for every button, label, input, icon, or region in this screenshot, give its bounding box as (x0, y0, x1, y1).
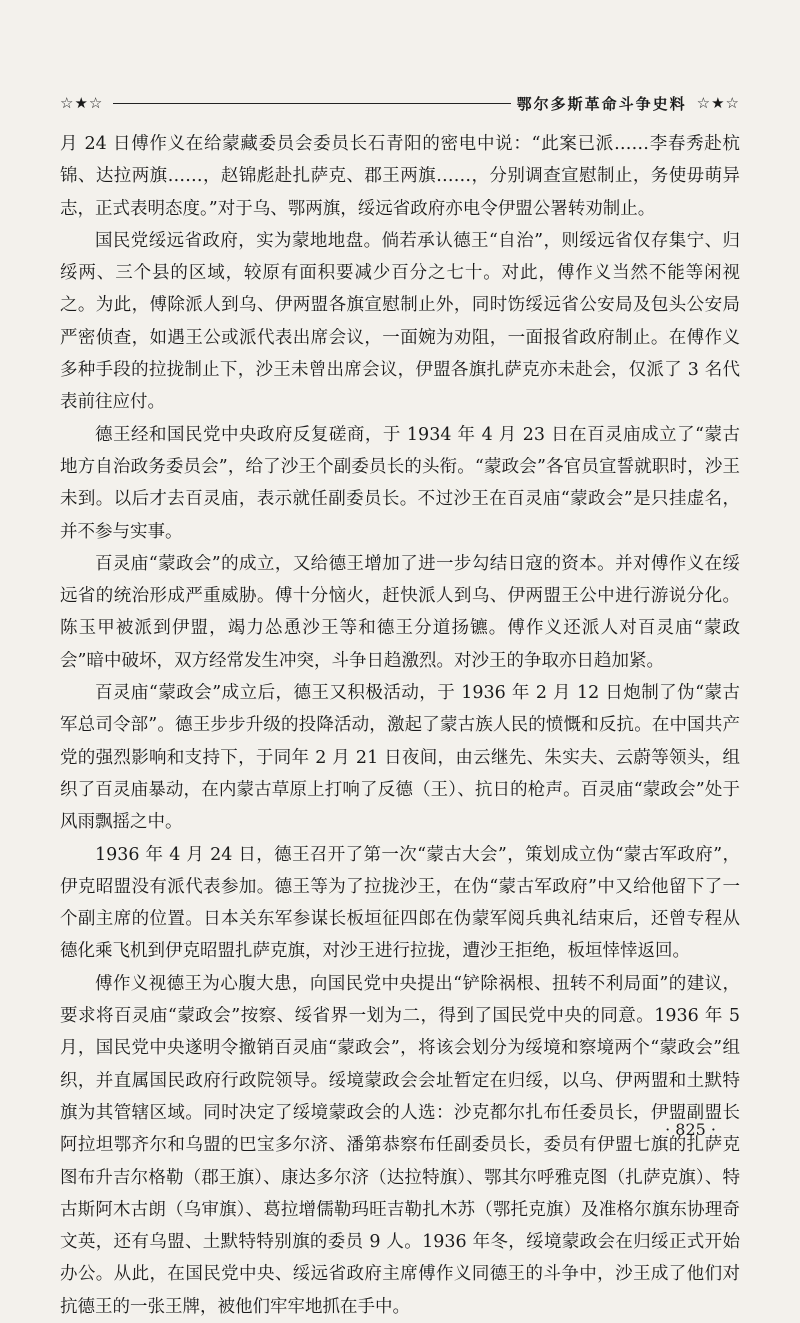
paragraph: 德王经和国民党中央政府反复磋商，于 1934 年 4 月 23 日在百灵庙成立了“蒙古地方自治政务委员会”，给了沙王个副委员长的头衔。“蒙政会”各官员宣誓就职时，沙王未到。以后才去百灵庙，表示就任副委员长。不过沙王在百灵庙“蒙政会”是只挂虚名，并不参与实事。 (60, 424, 740, 542)
header-rule (113, 103, 510, 104)
page-number: · 825 · (665, 1120, 716, 1139)
paragraph: 1936 年 4 月 24 日，德王召开了第一次“蒙古大会”，策划成立伪“蒙古军政府”，伊克昭盟没有派代表参加。德王等为了拉拢沙王，在伪“蒙古军政府”中又给他留下了一个副主席的位置。日本关东军参谋长板垣征四郎在伪蒙军阅兵典礼结束后，还曾专程从德化乘飞机到伊克昭盟扎萨克旗，对沙王进行拉拢，遭沙王拒绝，板垣悻悻返回。 (60, 844, 740, 962)
series-title: 鄂尔多斯革命斗争史料 (516, 94, 687, 113)
paragraph: 百灵庙“蒙政会”的成立，又给德王增加了进一步勾结日寇的资本。并对傅作义在绥远省的统治形成严重威胁。傅十分恼火，赶快派人到乌、伊两盟王公中进行游说分化。陈玉甲被派到伊盟，竭力怂恿沙王等和德王分道扬镳。傅作义还派人对百灵庙“蒙政会”暗中破坏，双方经常发生冲突，斗争日趋激烈。对沙王的争取亦日趋加紧。 (60, 553, 740, 671)
body-text (60, 128, 740, 1323)
paragraph: 月 24 日傅作义在给蒙藏委员会委员长石青阳的密电中说：“此案已派……李春秀赴杭锦、达拉两旗……，赵锦彪赴扎萨克、郡王两旗……，分别调查宣慰制止，务使毋萌异志，正式表明态度。”对于乌、鄂两旗，绥远省政府亦电令伊盟公署转劝制止。 (60, 134, 740, 219)
paragraph: 傅作义视德王为心腹大患，向国民党中央提出“铲除祸根、扭转不利局面”的建议，要求将百灵庙“蒙政会”按察、绥省界一划为二，得到了国民党中央的同意。1936 年 5 月，国民党中央遂明令撤销百灵庙“蒙政会”，将该会划分为绥境和察境两个“蒙政会”组织，并直属国民政府行政院领导。绥境蒙政会会址暂定在归绥，以乌、伊两盟和土默特旗为其管辖区域。同时决定了绥境蒙政会的人选：沙克都尔扎布任委员长，伊盟副盟长阿拉坦鄂齐尔和乌盟的巴宝多尔济、潘第恭察布任副委员长，委员有伊盟七旗的扎萨克图布升吉尔格勒（郡王旗）、康达多尔济（达拉特旗）、鄂其尔呼雅克图（扎萨克旗）、特古斯阿木古朗（乌审旗）、葛拉增儒勒玛旺吉勒扎木苏（鄂托克旗）及准格尔旗东协理奇文英，还有乌盟、土默特特别旗的委员 9 人。1936 年冬，绥境蒙政会在归绥正式开始办公。从此，在国民党中央、绥远省政府主席傅作义同德王的斗争中，沙王成了他们对抗德王的一张王牌，被他们牢牢地抓在手中。 (60, 973, 740, 1317)
header-stars-right: ☆★☆ (696, 94, 740, 112)
paragraph: 百灵庙“蒙政会”成立后，德王又积极活动，于 1936 年 2 月 12 日炮制了伪“蒙古军总司令部”。德王步步升级的投降活动，激起了蒙古族人民的愤慨和反抗。在中国共产党的强烈影响和支持下，于同年 2 月 21 日夜间，由云继先、朱实夫、云蔚等领头，组织了百灵庙暴动，在内蒙古草原上打响了反德（王）、抗日的枪声。百灵庙“蒙政会”处于风雨飘摇之中。 (60, 683, 740, 833)
header-stars-left: ☆★☆ (60, 94, 104, 112)
running-header (60, 92, 740, 114)
paragraph: 国民党绥远省政府，实为蒙地地盘。倘若承认德王“自治”，则绥远省仅存集宁、归绥两、三个县的区域，较原有面积要减少百分之七十。对此，傅作义当然不能等闲视之。为此，傅除派人到乌、伊两盟各旗宣慰制止外，同时饬绥远省公安局及包头公安局严密侦查，如遇王公或派代表出席会议，一面婉为劝阻，一面报省政府制止。在傅作义多种手段的拉拢制止下，沙王未曾出席会议，伊盟各旗扎萨克亦未赴会，仅派了 3 名代表前往应付。 (60, 230, 740, 413)
